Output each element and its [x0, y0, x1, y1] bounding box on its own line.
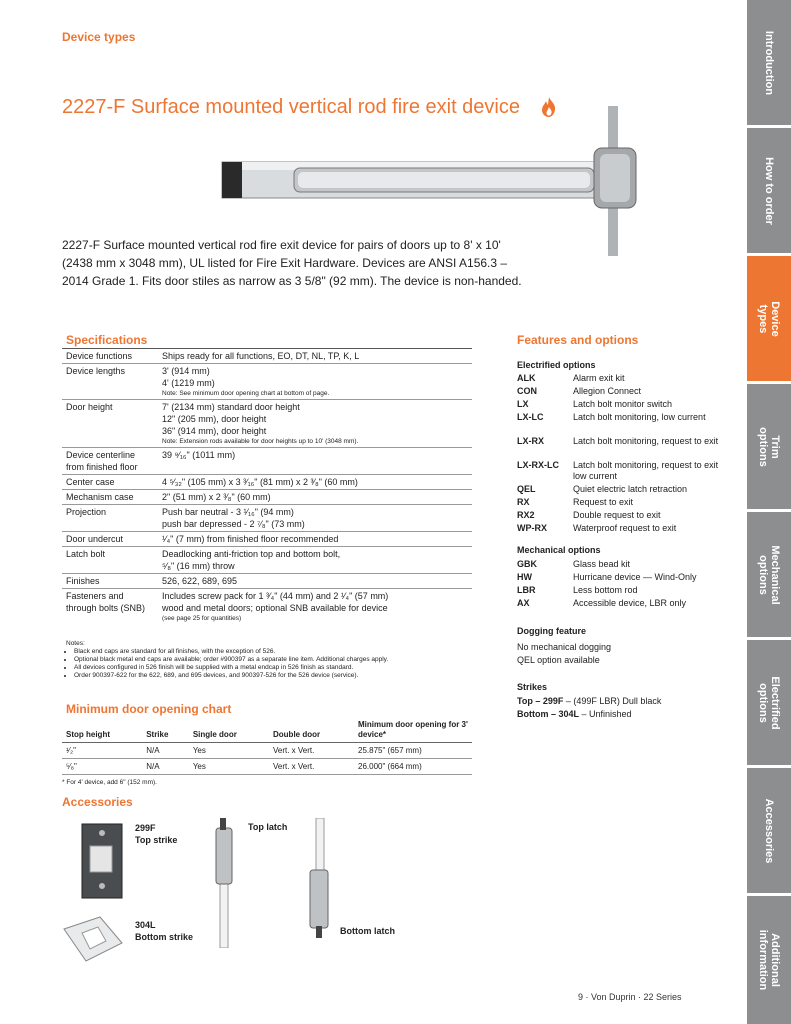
feature-code: LX	[517, 399, 529, 409]
tab-introduction[interactable]: Introduction	[747, 0, 791, 127]
door-chart-cell: 25.875" (657 mm)	[354, 743, 472, 759]
spec-key: Fasteners and through bolts (SNB)	[62, 589, 158, 625]
spec-notes: Notes: • Black end caps are standard for all finishes, with the exception of 526. • Optional black metal end caps are available; order #900397 as a separate line item. Additional charges apply. • All devices configured in 526 finish will be supplied with a metal endcap in 526 finish as standard. • Order 900397-622 for the 622, 689, and 695 devices, and 900397-526 for the 526 device (service).	[66, 640, 466, 680]
feature-desc: Accessible device, LBR only	[573, 598, 687, 608]
dogging-heading: Dogging feature	[517, 626, 586, 636]
mechanical-heading: Mechanical options	[517, 545, 601, 555]
electrified-heading: Electrified options	[517, 360, 596, 370]
note-item: • Order 900397-622 for the 622, 689, and 695 devices, and 900397-526 for the 526 device (service).	[74, 672, 466, 680]
door-chart-cell: Yes	[189, 743, 269, 759]
feature-desc: Glass bead kit	[573, 559, 631, 569]
strike-item: Bottom – 304L – Unfinished	[517, 709, 632, 719]
spec-value: 3' (914 mm) 4' (1219 mm) Note: See minimum door opening chart at bottom of page.	[158, 364, 472, 400]
tab-accessories[interactable]: Accessories	[747, 768, 791, 895]
door-chart-cell: Yes	[189, 759, 269, 775]
spec-key: Projection	[62, 505, 158, 532]
strikes-heading: Strikes	[517, 682, 548, 692]
intro-paragraph: 2227-F Surface mounted vertical rod fire exit device for pairs of doors up to 8' x 10' (2438 mm x 3048 mm), UL listed for Fire Exit Hardware. Devices are ANSI A156.3 – 2014 Grade 1. Fits door stiles as narrow as 3 5/8" (92 mm). The device is non-handed.	[62, 238, 522, 288]
tab-electrified-options[interactable]: Electrified options	[747, 640, 791, 767]
note-item: • Optional black metal end caps are available; order #900397 as a separate line item. Additional charges apply.	[74, 656, 466, 664]
feature-code: LBR	[517, 585, 536, 595]
spec-value: 39 ⁹⁄₁₆" (1011 mm)	[158, 448, 472, 475]
spec-key: Mechanism case	[62, 490, 158, 505]
accessories-heading: Accessories	[62, 795, 133, 809]
spec-row	[62, 490, 472, 505]
spec-key: Device centerline from finished floor	[62, 448, 158, 475]
spec-row	[62, 505, 472, 532]
spec-row	[62, 400, 472, 448]
feature-code: ALK	[517, 373, 536, 383]
top-strike-image	[80, 822, 124, 900]
tab-device-types[interactable]: Device types	[747, 256, 791, 383]
specifications-heading: Specifications	[66, 333, 148, 347]
spec-value: 2" (51 mm) x 2 ³⁄₈" (60 mm)	[158, 490, 472, 505]
feature-code: LX-RX	[517, 436, 544, 446]
door-chart-cell: 26.000" (664 mm)	[354, 759, 472, 775]
door-chart-cell: Vert. x Vert.	[269, 759, 354, 775]
tab-trim-options[interactable]: Trim options	[747, 384, 791, 511]
feature-code: RX2	[517, 510, 535, 520]
feature-code: QEL	[517, 484, 536, 494]
spec-value: 4 ⁵⁄₃₂" (105 mm) x 3 ³⁄₁₆" (81 mm) x 2 ³⁄₈" (60 mm)	[158, 475, 472, 490]
bottom-strike-code: 304L	[135, 920, 156, 930]
feature-desc: Quiet electric latch retraction	[573, 484, 688, 494]
spec-row	[62, 574, 472, 589]
note-item: • All devices configured in 526 finish will be supplied with a metal endcap in 526 finish as standard.	[74, 664, 466, 672]
door-opening-table	[62, 718, 472, 775]
spec-row	[62, 589, 472, 625]
door-chart-heading: Minimum door opening chart	[66, 702, 232, 716]
door-chart-header: Minimum door opening for 3' device*	[354, 718, 472, 743]
top-strike-code: 299F	[135, 823, 156, 833]
spec-note: Note: Extension rods available for door heights up to 10' (3048 mm).	[162, 438, 359, 445]
door-chart-cell: N/A	[142, 759, 189, 775]
bottom-latch-image	[304, 818, 334, 938]
feature-code: WP-RX	[517, 523, 547, 533]
tab-mechanical-options[interactable]: Mechanical options	[747, 512, 791, 639]
door-chart-cell: ¹⁄₂"	[62, 743, 142, 759]
door-chart-header: Stop height	[62, 718, 142, 743]
feature-desc: Latch bolt monitoring, low current	[573, 412, 706, 422]
spec-value: 526, 622, 689, 695	[158, 574, 472, 589]
spec-value: Push bar neutral - 3 ¹⁄₁₆" (94 mm) push bar depressed - 2 ⁷⁄₈" (73 mm)	[158, 505, 472, 532]
page-footer: 9 · Von Duprin · 22 Series	[578, 992, 682, 1002]
door-chart-footnote: * For 4' device, add 6" (152 mm).	[62, 779, 157, 786]
spec-row	[62, 364, 472, 400]
spec-note: Note: See minimum door opening chart at bottom of page.	[162, 390, 330, 397]
features-heading: Features and options	[517, 333, 639, 347]
bottom-strike-image	[60, 913, 126, 965]
door-chart-row	[62, 759, 472, 775]
dogging-item: QEL option available	[517, 655, 600, 665]
feature-desc: Latch bolt monitoring, request to exit low current	[573, 460, 719, 481]
feature-desc: Latch bolt monitor switch	[573, 399, 673, 409]
bottom-strike-label: Bottom strike	[135, 932, 194, 942]
feature-code: HW	[517, 572, 532, 582]
feature-desc: Latch bolt monitoring, request to exit	[573, 436, 719, 446]
tab-how-to-order[interactable]: How to order	[747, 128, 791, 255]
spec-row	[62, 532, 472, 547]
feature-code: GBK	[517, 559, 537, 569]
feature-desc: Double request to exit	[573, 510, 661, 520]
spec-row	[62, 475, 472, 490]
top-latch-label: Top latch	[248, 822, 288, 832]
spec-row	[62, 547, 472, 574]
spec-note: (see page 25 for quantities)	[162, 615, 242, 622]
tab-additional-information[interactable]: Additional information	[747, 896, 791, 1024]
top-strike-label: Top strike	[135, 835, 178, 845]
spec-row	[62, 349, 472, 364]
spec-key: Device lengths	[62, 364, 158, 400]
door-chart-header: Strike	[142, 718, 189, 743]
feature-desc: Alarm exit kit	[573, 373, 625, 383]
spec-key: Finishes	[62, 574, 158, 589]
feature-desc: Allegion Connect	[573, 386, 642, 396]
spec-key: Center case	[62, 475, 158, 490]
spec-value: Ships ready for all functions, EO, DT, NL, TP, K, L	[158, 349, 472, 364]
page-title: 2227-F Surface mounted vertical rod fire exit device	[62, 96, 520, 118]
feature-desc: Less bottom rod	[573, 585, 638, 595]
spec-row	[62, 448, 472, 475]
top-latch-image	[210, 818, 240, 948]
door-chart-header: Double door	[269, 718, 354, 743]
feature-desc: Request to exit	[573, 497, 634, 507]
feature-desc: Waterproof request to exit	[573, 523, 677, 533]
door-chart-cell: ⁵⁄₈"	[62, 759, 142, 775]
spec-value: ¹⁄₄" (7 mm) from finished floor recommended	[158, 532, 472, 547]
dogging-item: No mechanical dogging	[517, 642, 612, 652]
spec-key: Door undercut	[62, 532, 158, 547]
strike-item: Top – 299F – (499F LBR) Dull black	[517, 696, 662, 706]
door-chart-header: Single door	[189, 718, 269, 743]
feature-code: RX	[517, 497, 530, 507]
spec-value: Deadlocking anti-friction top and bottom bolt, ⁵⁄₈" (16 mm) throw	[158, 547, 472, 574]
note-item: • Black end caps are standard for all finishes, with the exception of 526.	[74, 648, 466, 656]
spec-key: Device functions	[62, 349, 158, 364]
feature-code: LX-RX-LC	[517, 460, 559, 470]
spec-value: 7' (2134 mm) standard door height 12" (205 mm), door height 36" (914 mm), door height Note: Extension rods available for door heights up to 10' (3048 mm).	[158, 400, 472, 448]
feature-desc: Hurricane device — Wind-Only	[573, 572, 697, 582]
feature-code: AX	[517, 598, 530, 608]
door-chart-row	[62, 743, 472, 759]
door-chart-cell: Vert. x Vert.	[269, 743, 354, 759]
section-label: Device types	[62, 30, 136, 44]
spec-value: Includes screw pack for 1 ³⁄₄" (44 mm) and 2 ¹⁄₄" (57 mm) wood and metal doors; optional SNB available for device (see page 25 for quantities)	[158, 589, 472, 625]
device-image	[218, 106, 638, 256]
feature-code: CON	[517, 386, 537, 396]
feature-code: LX-LC	[517, 412, 544, 422]
bottom-latch-label: Bottom latch	[340, 926, 395, 936]
spec-key: Door height	[62, 400, 158, 448]
specifications-table	[62, 348, 472, 624]
spec-key: Latch bolt	[62, 547, 158, 574]
door-chart-cell: N/A	[142, 743, 189, 759]
